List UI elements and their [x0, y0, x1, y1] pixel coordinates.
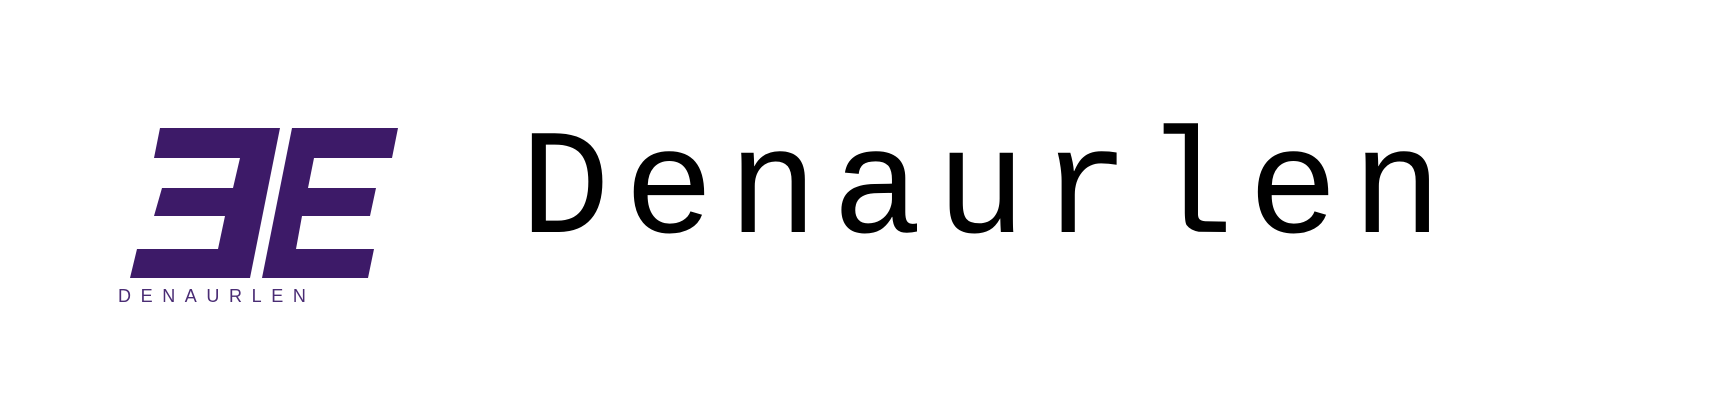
- brand-wordmark: Denaurlen: [520, 108, 1457, 278]
- monogram-three: [130, 128, 280, 278]
- logo-caption: DENAURLEN: [118, 286, 316, 306]
- 3e-monogram-icon: [130, 128, 402, 278]
- monogram-e: [262, 128, 398, 278]
- logo-monogram: [130, 128, 402, 298]
